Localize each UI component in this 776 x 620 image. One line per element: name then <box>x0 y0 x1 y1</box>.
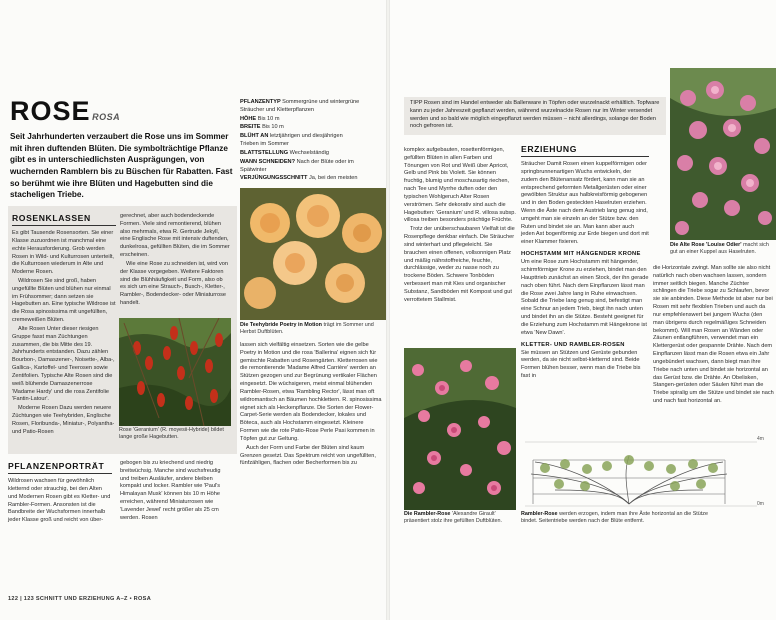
training-column <box>521 143 649 382</box>
plant-fact <box>240 99 362 115</box>
plant-fact <box>240 175 362 183</box>
caption-geranium: Rose 'Geranium' (R. moyesii-Hybride) bildet lange große Hagebutten. <box>119 427 224 441</box>
tip-box <box>404 97 666 135</box>
portrait-col-1 <box>8 460 112 526</box>
plant-fact-key: HÖHE <box>240 115 258 122</box>
caption-rambler-text: 'Alexandre Girault' präsentiert stolz ihre gefüllten Duftblüten. <box>404 511 502 525</box>
plant-fact <box>240 150 362 158</box>
caption-poetry-title: Die Teehybride Poetry in Motion <box>240 322 322 328</box>
plant-fact-value: Ja, bei den meisten <box>309 175 358 182</box>
page-title: ROSE <box>10 96 91 126</box>
training-paragraph: Sie müssen an Stützen und Gerüste gebunden werden, da sie nicht selbst-kletternd sind. Beide Formen blühen besser, wenn man die Triebe bis fast in <box>521 349 641 380</box>
training-paragraph: Um eine Rose zum Hochstamm mit hängender, schirmförmiger Krone zu erziehen, bindet man den Haupttrieb zunächst an einen Stock, der ihn gerade nach oben führt. Nach dem Einpflanzen lässt man die Rose zwei Jahre lang in Ruhe einwachsen. Sobald die Triebe lang genug sind, befestigt man eine Schnur an jedem Trieb, biegt ihn nach unten und bindet ihn an die Stütze. Besteht geeignet für die Erziehung zum Hochstamm mit Hängekrone ist etwa 'New Dawn'. <box>521 259 649 336</box>
caption-rambler-title: Die Rambler-Rose <box>404 511 451 517</box>
body-paragraph: komplex aufgebauten, rosettenförmigen, gefüllten Blüten in allen Farben und Tönungen von Rot und Weiß über Apricot, Gelb und Pink bis Violett. Sie können fruchtig, blumig und moschusartig riechen, nach Tee und Myrrhe duften oder den typischen Wohlgeruch Alter Rosen verströmen. Sehr dekorativ sind auch die Hagebutten: 'Geranium' und R. villosa subsp. villosa treiben besonders prächtige Früchte. <box>404 147 516 224</box>
plant-facts <box>240 99 362 184</box>
plant-fact-key: WANN SCHNEIDEN? <box>240 158 297 165</box>
plant-fact-key: VERJÜNGUNGSSCHNITT <box>240 175 309 182</box>
plant-fact <box>240 124 362 132</box>
gutter <box>386 0 390 620</box>
classes-paragraph: Alte Rosen Unter dieser riesigen Gruppe fasst man Züchtungen zusammen, die bis Mitte des 19. Jahrhunderts entstanden. Dazu zählen Bourbon-, Damaszener-, Noisette-, Alba-, Gallica-, Kartoffel- und Teerosen sowie Zentifolien. Typische Alte Rosen sind die weiß blühende Damaszenerrose 'Madame Hardy' und die rosa Zentifolie 'Fantin-Latour'. <box>12 325 115 403</box>
classes-paragraph: Es gibt Tausende Rosensorten. Sie einer Klasse zuzuordnen ist manchmal eine echte Herausforderung. Grob werden Rosen in Wild- und Kulturrosen unterteilt, die Kulturrosen wiederum in Alte und Moderne Rosen. <box>12 230 114 276</box>
caption-rambler <box>404 511 520 526</box>
portrait-col-2 <box>120 460 230 524</box>
caption-sketch <box>521 511 721 526</box>
plant-fact-value: Wechselständig <box>289 149 330 156</box>
caption-sketch-title: Rambler-Rose <box>521 511 558 517</box>
portrait-text-1: Wildrosen wachsen für gewöhnlich kletternd oder strauchig, bei den Alten und Modernen Rosen gibt es Kletter- und Rambler-Formen. Ansonsten ist die Bandbreite der Wuchsformen innerhalb jeder Klasse groß und reicht von über- <box>8 478 111 524</box>
photo-louise-odier <box>670 68 776 240</box>
training-subheading: KLETTER- UND RAMBLER-ROSEN <box>521 341 625 348</box>
photo-rambler-rose <box>404 348 516 510</box>
footer-folio: 122 | 123 SCHNITT UND ERZIEHUNG A–Z • ROSA <box>8 596 152 602</box>
classes-col-1 <box>12 212 116 438</box>
plant-fact <box>240 116 362 124</box>
caption-poetry <box>240 322 386 337</box>
plant-fact-key: PFLANZENTYP <box>240 99 283 105</box>
portrait-text-2: gebogen bis zu kriechend und niedrig breitwüchsig. Manche sind wuchsfreudig und treiben Ausläufer, andere bleiben kompakt und locker. Rambler wie 'Paul's Himalayan Musk' können bis 10 m Höhe erreichen, während Miniaturrosen wie 'Lavender Jewel' recht größer als 25 cm werden. Rosen <box>120 460 221 521</box>
right-column-1 <box>404 147 516 306</box>
classes-paragraph: Wildrosen Sie sind groß, haben ungefüllte Blüten und blühen nur einmal im Frühsommer; dann setzen sie Hagebutten an. Eine typische Wildrose ist die Rosa spinosissima mit ungefüllten, cremeweißen Blüten. <box>12 278 116 324</box>
classes-paragraph: Wie eine Rose zu schneiden ist, wird von der Klasse vorgegeben. Weitere Faktoren sind die Blühhäufigkeit und Form, also ob es sich um eine Strauch-, Busch-, Kletter-, Rambler-, Bodendecker- oder Miniaturrose handelt. <box>120 260 228 307</box>
rambler-sketch <box>525 438 775 518</box>
mid-column <box>240 342 382 469</box>
classes-paragraph: gerechnet, aber auch bodendeckende Formen. Viele sind remontierend, blühen also mehrmals, etwa R. Gertrude Jekyll, eine Englische Rose mit intensiv duftenden, dunkelrosa, gefüllten Blüten, die im Sommer erscheinen. <box>120 213 230 259</box>
body-paragraph: Auch der Form und Farbe der Blüten sind kaum Grenzen gesetzt. Das Spektrum reicht von ungefüllten, fünfzähligen, flachen oder Becherformen bis zu <box>240 444 376 467</box>
training-paragraph: die Horizontale zwingt. Man sollte sie also nicht natürlich nach oben wachsen lassen, sondern immer seitlich biegen. Manche Züchter schlingen die Triebe sogar zu Schlaufen, bevor sie sie anbinden. Diese Methode ist aber nur bei Rosen mit sehr flexiblen Trieben und auch da nur empfehlenswert bei jungem Wuchs (den man übrigens durch regelmäßiges Schneiden bekommt). Will man Rosen an Wänden oder Zäunen entlangführen, verwendet man ein Klettergerüst oder gespannte Drähte. Nach dem Einpflanzen lässt man die Rosen etwa ein Jahr ungebündert wachsen, dann biegt man ihre Triebe nach unten und bindet sie horizontal an das Gerüst bzw. die Drähte. An Obelisken, Stangen-gerüsten oder Säulen führt man die Triebe spiralig um die Stütze und bindet sie nach und nach fast horizontal an. <box>653 265 774 405</box>
photo-poetry-in-motion <box>240 188 386 320</box>
plant-fact-key: BLATTSTELLUNG <box>240 149 290 156</box>
tip-text: TIPP Rosen sind im Handel entweder als Ballenware in Töpfen oder wurzelnackt erhältlich. Topfware kann zu jeder Jahreszeit gepflanzt werden, während wurzelnackte Rosen nur im Winter versendet werden und so bald wie möglich eingepflanzt werden müssen – nicht allerdings, solange der Boden noch gefroren ist. <box>410 100 660 130</box>
plant-fact <box>240 133 362 149</box>
portrait-heading: PFLANZENPORTRÄT <box>8 460 112 474</box>
plant-fact-key: BLÜHT AN <box>240 133 270 140</box>
intro-paragraph: Seit Jahrhunderten verzaubert die Rose uns im Sommer mit ihren duftenden Blüten. Die symbolträchtige Pflanze gibt es in unterschiedlichsten Ausprägungen, von wuchernden Ramblern bis zu Büschen für Rabatten. Fast so berühmt wie ihre Blüten und Hagebutten sind die stacheligen Triebe. <box>10 132 233 200</box>
caption-poetry-text: trägt im Sommer und Herbst Duftblüten. <box>240 322 374 336</box>
training-paragraph: Sträucher Damit Rosen einen kuppelförmigen oder springbrunnenartigen Wuchs entwickeln, der zudem den Blütenansatz fördert, kann man sie an entsprechend geformten Metallgerüsten oder einer gewölbten Struktur aus halbkreisförmig gebogenen und in den Boden gesteckten Haselruten erziehen. Wenn die Äste nach dem Austrieb lang genug sind, umgeht man sie einzeln an der Stütze bzw. den Ruten und bindet sie an. Man kann aber auch jeden Ast bogenförmig zur Erde biegen und dort mit einer Klammer fixieren. <box>521 161 649 246</box>
sketch-height-bottom: 0m <box>757 501 764 507</box>
caption-louise-title: Die Alte Rose 'Louise Odier' <box>670 242 742 248</box>
title-block <box>10 98 120 125</box>
plant-fact-value: Bis 10 m <box>262 124 284 131</box>
plant-fact-value: Bis 10 m <box>257 115 280 122</box>
caption-sketch-text: werden erzogen, indem man ihre Äste horizontal an die Stütze bindet. Seitentriebe werden nach der Blüte entfernt. <box>521 511 708 525</box>
classes-col-2 <box>120 213 230 309</box>
page-latin-name: ROSA <box>92 112 121 122</box>
body-paragraph: Trotz der unüberschaubaren Vielfalt ist die Rosenpflege denkbar einfach. Die Sträucher sind winterhart und pflegeleicht. Sie brauchen einen offenen, vollsonnigen Platz und mäßig nährstoffreiche, feuchte, durchlässige, weder zu nasse noch zu trockene Böden. Schwere Tonböden verbessert man mit Kies und organischer Substanz, Sandböden mit Kompost und gut verrottetem Stallmist. <box>404 226 515 303</box>
classes-paragraph: Moderne Rosen Dazu werden neuere Züchtungen wie Teehybriden, Englische Rosen, Floribunda-, Miniatur-, Polyantha- und Patio-Rosen <box>12 405 115 435</box>
caption-louise-text: macht sich gut an einer Kuppel aus Haselruten. <box>670 242 769 256</box>
caption-louise <box>670 242 776 257</box>
training-subheading: HOCHSTAMM MIT HÄNGENDER KRONE <box>521 251 641 258</box>
plant-fact-value: letztjährigen und diesjährigen Trieben im Sommer <box>240 133 343 148</box>
plant-fact-key: BREITE <box>240 124 263 131</box>
body-paragraph: lassen sich vielfältig einsetzen. Sorten wie die gelbe Poetry in Motion und die rosa 'Ballerina' eignen sich für gemischte Rabatten und Rosengärten. Kletterrosen wie die remontierende 'Madame Alfred Carrière' werden an Stützen gezogen und zur Begrünung vertikaler Flächen eingesetzt. Die wüchsigeren, meist einmal blühenden Rambler-Rosen, etwa 'Rambling Rector', lässt man oft wildromantisch an Bäumen hochklettern. R. spinosissima eignet sich als Heckenpflanze. Die Sorten der Flower-Carpet-Serie werden als Bodendecker, lokales und Böteca, auch als Hochstamm eingesetzt. Kleinere Formen wie die rote Patio-Rose Perle Pasi kommen in Töpfen gut zur Geltung. <box>240 342 382 442</box>
sketch-height-top: 4m <box>757 436 764 442</box>
plant-fact <box>240 159 362 175</box>
plant-fact-value: Sommergrüne und wintergrüne Sträucher und Kletterpflanzen <box>240 99 360 113</box>
classes-heading: ROSENKLASSEN <box>12 212 116 226</box>
photo-geranium-hips <box>119 318 231 426</box>
training-heading: ERZIEHUNG <box>521 143 649 157</box>
plant-fact-value: Nach der Blüte oder im Spätwinter <box>240 158 354 173</box>
training-column-2 <box>653 265 774 407</box>
